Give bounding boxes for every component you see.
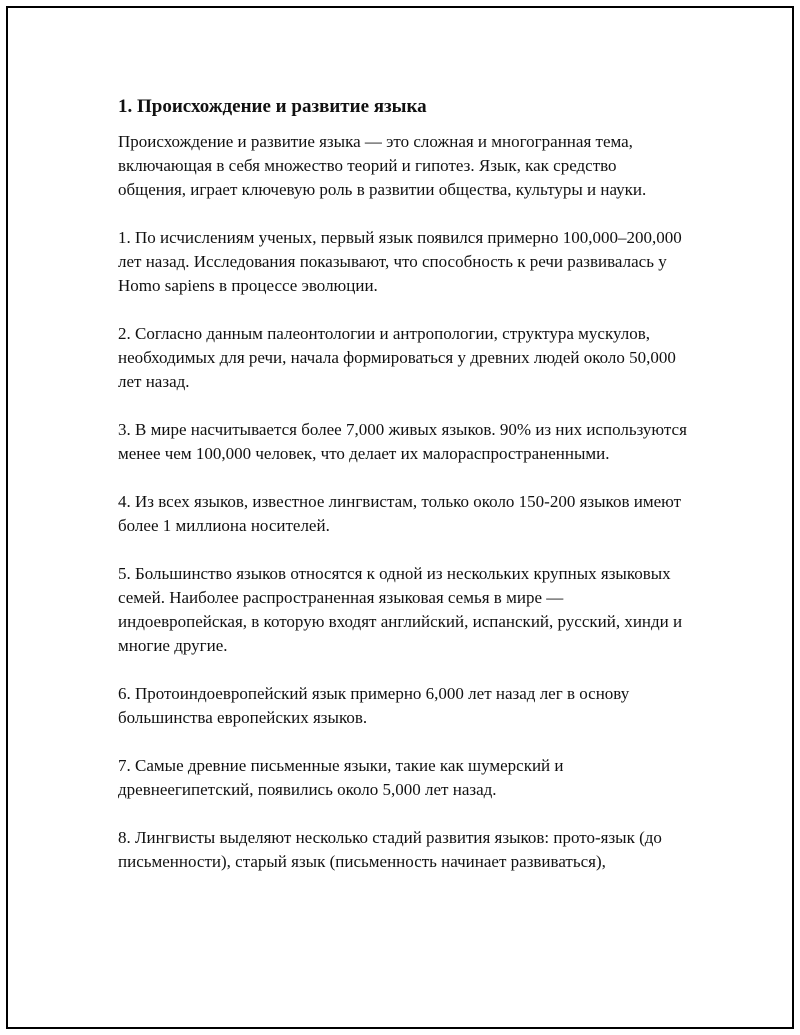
paragraph-item-3: 3. В мире насчитывается более 7,000 живых языков. 90% из них используются менее чем 100,000 человек, что делает их малораспространенными.	[118, 420, 687, 463]
paragraph-item-6: 6. Протоиндоевропейский язык примерно 6,000 лет назад лег в основу большинства европейских языков.	[118, 684, 630, 727]
paragraph-item-8: 8. Лингвисты выделяют несколько стадий развития языков: прото-язык (до письменности), старый язык (письменность начинает развиваться),	[118, 828, 662, 871]
paragraph-intro: Происхождение и развитие языка — это сложная и многогранная тема, включающая в себя множество теорий и гипотез. Язык, как средство общения, играет ключевую роль в развитии общества, культуры и науки.	[118, 132, 647, 199]
paragraph-item-2: 2. Согласно данным палеонтологии и антропологии, структура мускулов, необходимых для речи, начала формироваться у древних людей около 50,000 лет назад.	[118, 324, 676, 391]
document-body	[118, 95, 688, 898]
section-heading: 1. Происхождение и развитие языка	[118, 96, 427, 117]
paragraph-item-5: 5. Большинство языков относятся к одной из нескольких крупных языковых семей. Наиболее распространенная языковая семья в мире — индоевропейская, в которую входят английский, испанский, русский, хинди и многие другие.	[118, 564, 683, 655]
paragraph-item-7: 7. Самые древние письменные языки, такие как шумерский и древнеегипетский, появились около 5,000 лет назад.	[118, 756, 564, 799]
paragraph-item-4: 4. Из всех языков, известное лингвистам, только около 150-200 языков имеют более 1 миллиона носителей.	[118, 492, 682, 535]
paragraph-item-1: 1. По исчислениям ученых, первый язык появился примерно 100,000–200,000 лет назад. Исследования показывают, что способность к речи развивалась у Homo sapiens в процессе эволюции.	[118, 228, 682, 295]
